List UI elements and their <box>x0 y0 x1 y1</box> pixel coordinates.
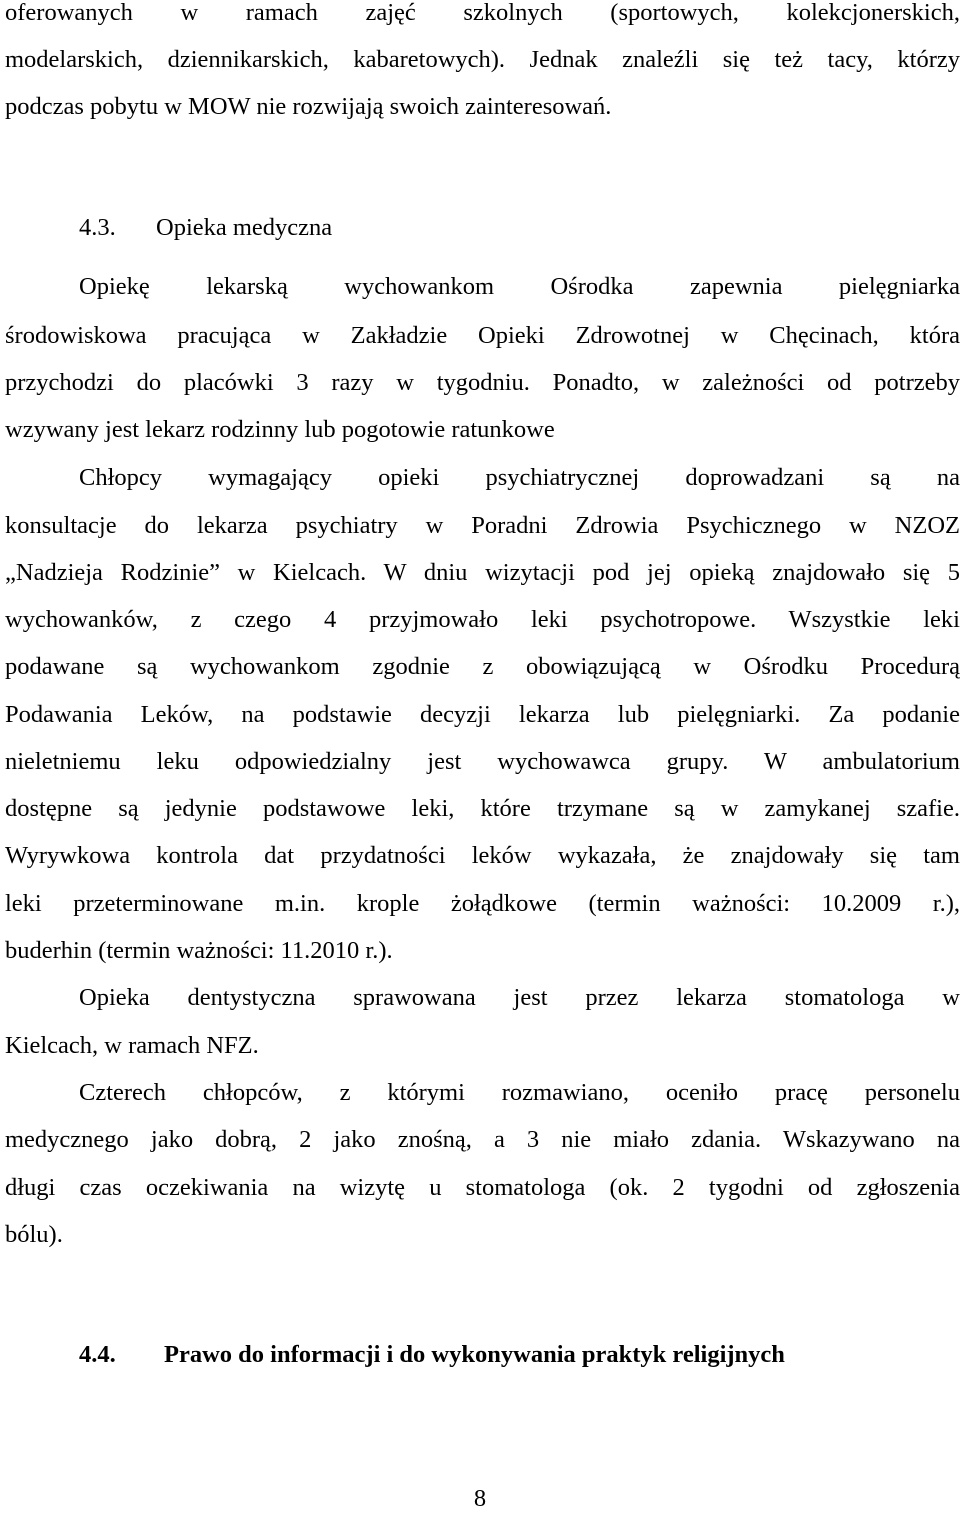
text-line: buderhin (termin ważności: 11.2010 r.). <box>5 937 393 964</box>
text-line: wzywany jest lekarz rodzinny lub pogotowie ratunkowe <box>5 416 555 443</box>
text-line: modelarskich, dziennikarskich, kabaretowych). Jednak znaleźli się też tacy, którzy <box>5 46 960 73</box>
text-line: środowiskowa pracująca w Zakładzie Opieki Zdrowotnej w Chęcinach, która <box>5 322 960 349</box>
text-line: nieletniemu leku odpowiedzialny jest wychowawca grupy. W ambulatorium <box>5 748 960 775</box>
section-number: 4.4. <box>79 1341 116 1368</box>
text-line: bólu). <box>5 1221 63 1248</box>
section-title: Opieka medyczna <box>156 214 333 241</box>
text-line: dostępne są jedynie podstawowe leki, które trzymane są w zamykanej szafie. <box>5 795 960 822</box>
text-line: Opiekę lekarską wychowankom Ośrodka zapewnia pielęgniarka <box>79 273 960 300</box>
text-line: Podawania Leków, na podstawie decyzji lekarza lub pielęgniarki. Za podanie <box>5 701 960 728</box>
text-line: „Nadzieja Rodzinie” w Kielcach. W dniu wizytacji pod jej opieką znajdowało się 5 <box>5 559 960 586</box>
text-line: długi czas oczekiwania na wizytę u stomatologa (ok. 2 tygodni od zgłoszenia <box>5 1174 960 1201</box>
text-line: Czterech chłopców, z którymi rozmawiano, oceniło pracę personelu <box>79 1079 960 1106</box>
text-line: Wyrywkowa kontrola dat przydatności leków wykazała, że znajdowały się tam <box>5 842 960 869</box>
page-number: 8 <box>473 1485 487 1512</box>
text-line: podawane są wychowankom zgodnie z obowiązującą w Ośrodku Procedurą <box>5 653 960 680</box>
text-line: Opieka dentystyczna sprawowana jest przez lekarza stomatologa w <box>79 984 960 1011</box>
section-number: 4.3. <box>79 214 116 241</box>
text-line: medycznego jako dobrą, 2 jako znośną, a 3 nie miało zdania. Wskazywano na <box>5 1126 960 1153</box>
section-title: Prawo do informacji i do wykonywania praktyk religijnych <box>164 1341 785 1368</box>
text-line: konsultacje do lekarza psychiatry w Poradni Zdrowia Psychicznego w NZOZ <box>5 512 960 539</box>
text-line: przychodzi do placówki 3 razy w tygodniu. Ponadto, w zależności od potrzeby <box>5 369 960 396</box>
text-line: oferowanych w ramach zajęć szkolnych (sportowych, kolekcjonerskich, <box>5 0 960 26</box>
text-line: leki przeterminowane m.in. krople żołądkowe (termin ważności: 10.2009 r.), <box>5 890 960 917</box>
text-line: Chłopcy wymagający opieki psychiatrycznej doprowadzani są na <box>79 464 960 491</box>
text-line: Kielcach, w ramach NFZ. <box>5 1032 259 1059</box>
text-line: wychowanków, z czego 4 przyjmowało leki psychotropowe. Wszystkie leki <box>5 606 960 633</box>
text-line: podczas pobytu w MOW nie rozwijają swoich zainteresowań. <box>5 93 612 120</box>
